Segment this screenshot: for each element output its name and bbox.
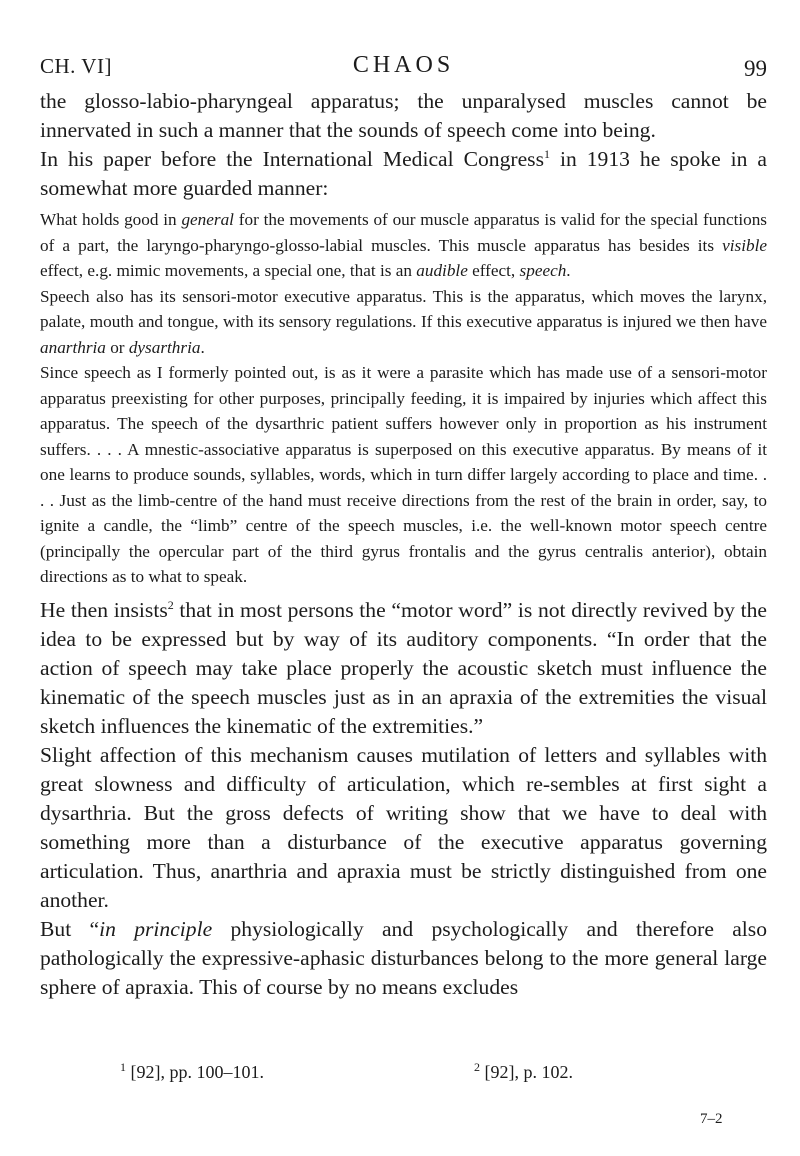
paragraph-3: He then insists$^2$ that in most persons the “motor word” is not directly revived by the idea to be expressed but by way of its auditory components. “In order that the action of speech may take place properly the acoustic sketch must influence the kinematic of the speech muscles just as in an apraxia of the extremities the visual sketch influences the kinematic of the extremities.” xyxy=(40,597,767,738)
quote-paragraph-2: Speech also has its sensori-motor executive apparatus. This is the apparatus, which moves the larynx, palate, mouth and tongue, with its sensory regulations. If this executive apparatus is injured we then have anarthria or dysarthria. xyxy=(40,286,767,357)
page xyxy=(40,0,767,1002)
paragraph-5: But “in principle physiologically and psychologically and therefore also pathologically the expressive-aphasic disturbances belong to the more general large sphere of apraxia. This of course by no means excludes xyxy=(40,916,768,999)
paragraph-2-text-a: In his paper before the International Medical Congress xyxy=(40,147,544,171)
quote-paragraph-3: Since speech as I formerly pointed out, is as it were a parasite which has made use of a sensori-motor apparatus preexisting for other purposes, principally feeding, it is impaired by injuries which affect this apparatus. The speech of the dysarthric patient suffers however only in proportion as his instrument suffers. . . . A mnestic-associative apparatus is superposed on this executive apparatus. By means of it one learns to produce sounds, syllables, words, which in turn differ largely according to place and time. . . . Just as the limb-centre of the hand must receive directions from the rest of the brain in order, say, to ignite a candle, the “limb” centre of the speech muscles, i.e. the well-known motor speech centre (principally the opercular part of the third gyrus frontalis and the gyrus centralis anterior), obtain directions as to what to speak. xyxy=(40,363,767,586)
paragraph-2-text-b: in 1913 he spoke in a somewhat more guarded manner: xyxy=(40,147,767,200)
footnote-ref-2: 2 xyxy=(167,597,174,612)
running-header xyxy=(40,44,767,84)
paragraph-2 xyxy=(40,145,767,203)
footnote-1: $^1$ [92], pp. 100–101. xyxy=(120,1060,264,1082)
block-quote xyxy=(40,207,767,590)
chapter-label: CH. VI] xyxy=(40,54,112,78)
footnote-ref-1: 1 xyxy=(543,146,550,161)
paragraph-4: Slight affection of this mechanism causes mutilation of letters and syllables with great slowness and difficulty of articulation, which re-sembles at first sight a dysarthria. But the gross defects of writing show that we have to deal with something more than a disturbance of the executive apparatus governing articulation. Thus, anarthria and apraxia must be strictly distinguished from one another. xyxy=(40,742,767,912)
paragraph-1: the glosso-labio-pharyngeal apparatus; the unparalysed muscles cannot be innervated in such a manner that the sounds of speech come into being. xyxy=(40,89,767,142)
signature-mark: 7–2 xyxy=(700,1111,723,1127)
page-number: 99 xyxy=(744,56,767,81)
quote-paragraph-1: What holds good in general for the movements of our muscle apparatus is valid for the special functions of a part, the laryngo-pharyngo-glosso-labial muscles. This muscle apparatus has besides its visible effect, e.g. mimic movements, a special one, that is an audible effect, speech. xyxy=(40,210,767,280)
main-text-top xyxy=(40,87,767,203)
running-title: CHAOS xyxy=(352,52,455,78)
footnote-2: $^2$ [92], p. 102. xyxy=(474,1060,573,1082)
main-text-bottom xyxy=(40,596,767,1002)
